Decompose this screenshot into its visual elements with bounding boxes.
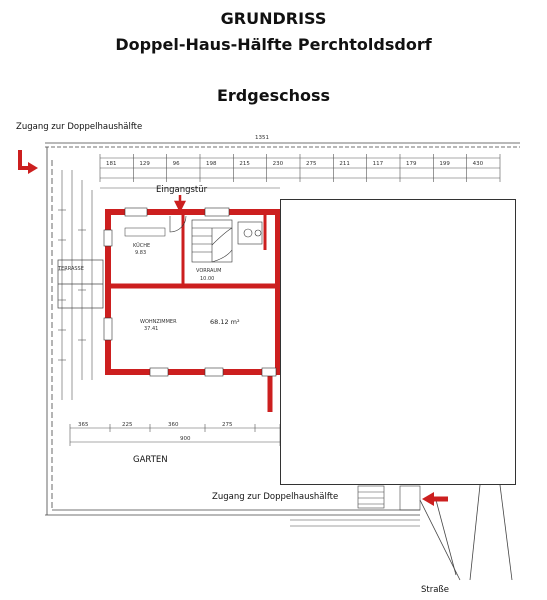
dimension-number: 179 — [406, 161, 417, 167]
total-area: 68.12 m² — [210, 318, 240, 326]
access-top-label: Zugang zur Doppelhaushälfte — [16, 122, 143, 132]
plan-subtitle: Doppel-Haus-Hälfte Perchtoldsdorf — [115, 35, 432, 54]
dimension-total: 1351 — [255, 135, 269, 141]
dimension-bottom-number: 360 — [168, 422, 179, 428]
room-kitchen-label: KÜCHE — [133, 243, 151, 249]
room-hall-area: 10.00 — [200, 276, 215, 282]
dimension-bottom-number: 365 — [78, 422, 89, 428]
wc-fixtures — [238, 222, 262, 244]
room-hall-label: VORRAUM — [196, 268, 222, 274]
dimension-number: 215 — [239, 161, 250, 167]
room-living-area: 37.41 — [144, 326, 159, 332]
staircase — [192, 220, 232, 262]
dimension-number: 430 — [472, 161, 484, 167]
dimension-numbers-top — [106, 161, 484, 167]
dimension-lines-left — [58, 170, 92, 400]
dimension-number: 211 — [339, 161, 350, 167]
kitchen-counter — [125, 228, 165, 236]
dimension-number: 199 — [439, 161, 450, 167]
room-living-label: WOHNZIMMER — [140, 319, 177, 325]
garden-label: GARTEN — [133, 455, 168, 465]
plan-title: GRUNDRISS — [220, 9, 327, 28]
entrance-arrow-icon — [176, 195, 184, 210]
dimension-bottom-total: 900 — [180, 436, 191, 442]
entrance-door-label: Eingangstür — [156, 185, 208, 195]
windows — [104, 208, 276, 376]
access-bottom-label: Zugang zur Doppelhaushälfte — [212, 492, 339, 502]
floor-title: Erdgeschoss — [216, 86, 330, 105]
dimension-number: 129 — [139, 161, 150, 167]
dimension-number: 198 — [206, 161, 217, 167]
house-walls — [108, 212, 278, 412]
dimension-number: 96 — [172, 161, 180, 167]
covered-area — [280, 199, 516, 485]
dimension-bottom-number: 275 — [222, 422, 233, 428]
room-terrace-label: TERRASSE — [58, 266, 84, 272]
street-label: Straße — [421, 585, 450, 595]
dimension-number: 275 — [306, 161, 317, 167]
dimension-number: 117 — [372, 161, 384, 167]
room-kitchen-area: 9.83 — [135, 250, 147, 256]
dimension-number: 181 — [106, 161, 117, 167]
access-arrow-bottom-head-icon — [422, 492, 434, 506]
dimension-bottom-number: 225 — [122, 422, 133, 428]
dimension-number: 230 — [272, 161, 284, 167]
access-arrow-top-head-icon — [28, 162, 38, 174]
